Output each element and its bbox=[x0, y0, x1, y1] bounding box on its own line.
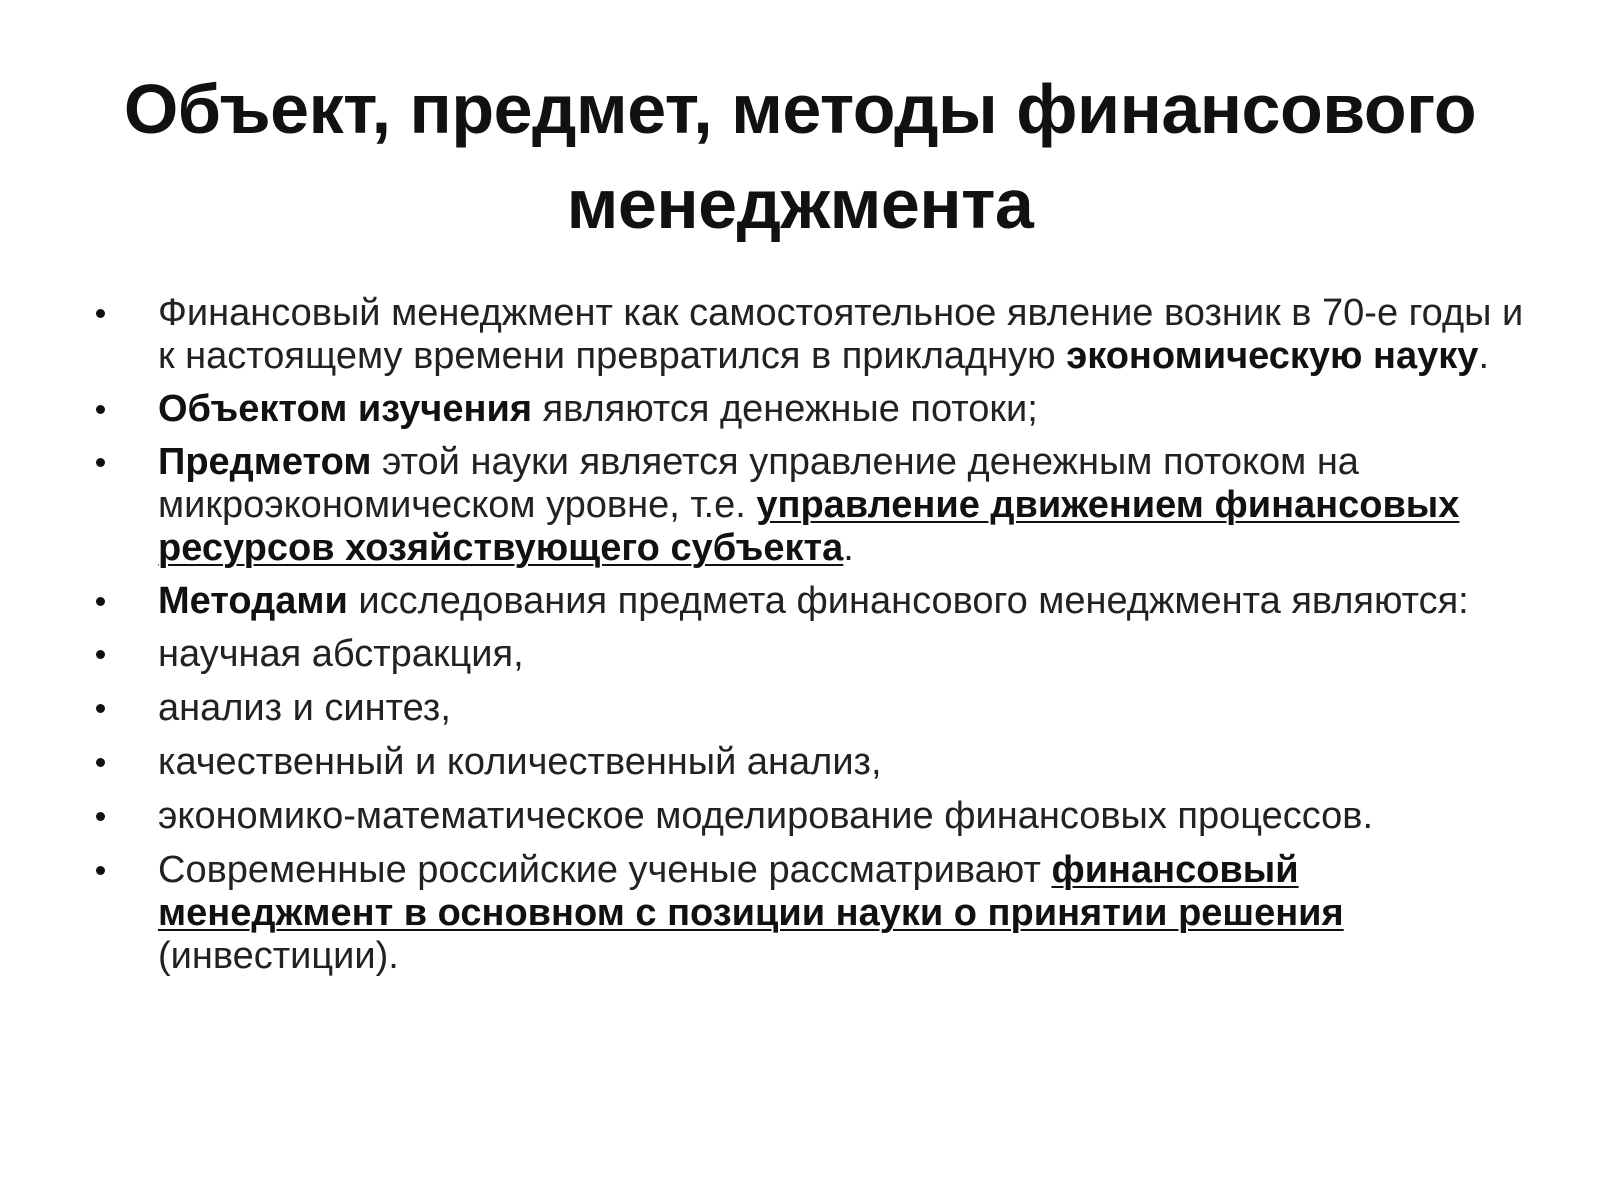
bullet-text: качественный и количественный анализ, bbox=[158, 741, 882, 783]
slide-title bbox=[80, 62, 1520, 252]
bullet-bold-text: Предметом bbox=[158, 441, 372, 483]
bullet-text: Финансовый менеджмент как самостоятельное явление возник в 70-е годы и к настоящему времени превратился в прикладную bbox=[158, 292, 1524, 377]
bullet-item-qual-quant bbox=[96, 741, 1536, 784]
bullet-underlined-text: финансовый менеджмент в основном с позиции науки о принятии решения bbox=[158, 849, 1344, 934]
bullet-text: являются денежные потоки; bbox=[532, 388, 1038, 430]
bullet-item-object bbox=[96, 388, 1536, 431]
bullet-item-analysis-synthesis bbox=[96, 687, 1536, 730]
bullet-item-modeling bbox=[96, 795, 1536, 838]
bullet-item-abstraction bbox=[96, 633, 1536, 676]
bullet-text: этой науки является управление денежным потоком на микроэкономическом уровне, т.е. bbox=[158, 441, 1359, 526]
bullet-text: . bbox=[1478, 335, 1489, 377]
bullet-text: исследования предмета финансового менеджмента являются: bbox=[347, 580, 1469, 622]
bullet-text: (инвестиции). bbox=[158, 935, 399, 977]
bullet-text: Современные российские ученые рассматривают bbox=[158, 849, 1052, 891]
bullet-underlined-text: управление движением финансовых ресурсов хозяйствующего субъекта bbox=[158, 484, 1460, 569]
bullet-item-methods bbox=[96, 580, 1536, 623]
bullet-bold-text: экономическую науку bbox=[1066, 335, 1479, 377]
bullet-bold-text: Объектом изучения bbox=[158, 388, 532, 430]
bullet-list bbox=[96, 292, 1536, 978]
bullet-text: анализ и синтез, bbox=[158, 687, 451, 729]
title-line-2: менеджмента bbox=[566, 165, 1034, 243]
title-line-1: Объект, предмет, методы финансового bbox=[123, 70, 1477, 148]
bullet-item-subject bbox=[96, 441, 1536, 570]
bullet-text: . bbox=[843, 527, 854, 569]
bullet-bold-text: Методами bbox=[158, 580, 348, 622]
bullet-text: научная абстракция, bbox=[158, 633, 524, 675]
bullet-item-emergence bbox=[96, 292, 1536, 378]
bullet-text: экономико-математическое моделирование финансовых процессов. bbox=[158, 795, 1374, 837]
bullet-item-modern-view bbox=[96, 849, 1536, 978]
